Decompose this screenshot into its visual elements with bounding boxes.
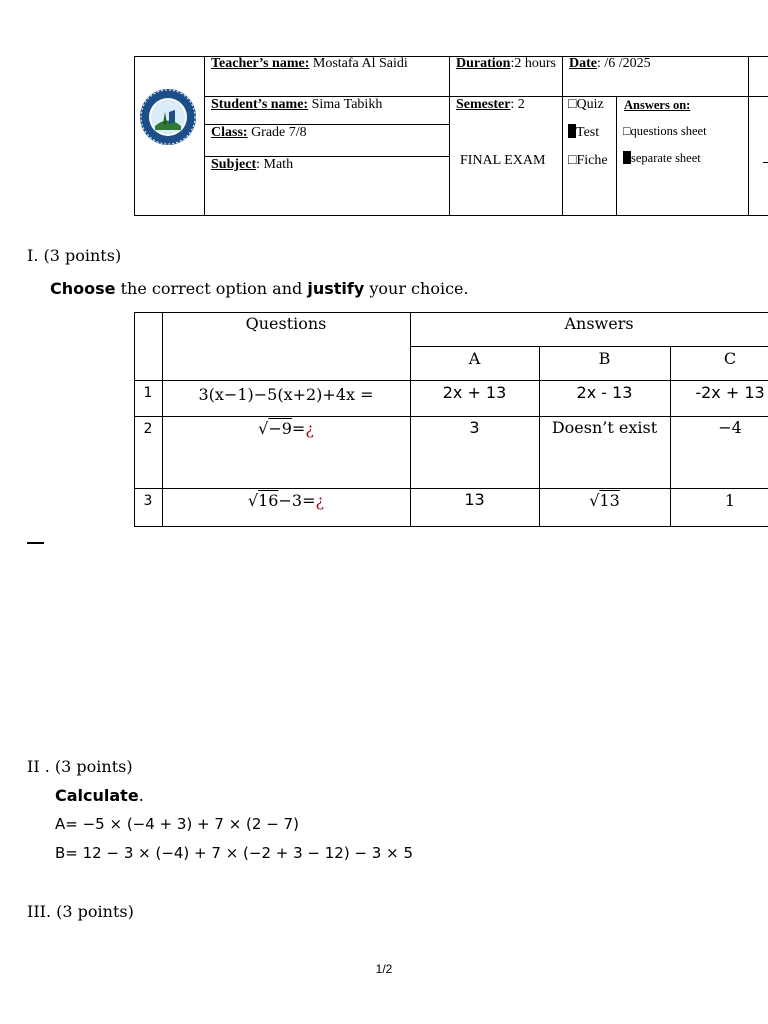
- exam-type: FINAL EXAM: [460, 153, 546, 168]
- quiz-checkbox: □Quiz: [568, 97, 604, 112]
- section-3-title: III. (3 points): [27, 902, 134, 921]
- table-border: [134, 416, 768, 417]
- class-info: [211, 125, 307, 141]
- choose-word: Choose: [50, 279, 116, 298]
- checked-box-icon: [568, 124, 576, 138]
- sqrt-icon: √: [258, 419, 269, 438]
- row-3-question: [162, 491, 410, 510]
- semester-info: [456, 97, 525, 113]
- row-3-tail: −3=: [278, 491, 316, 510]
- row-2-radicand: −9: [268, 419, 292, 438]
- row-2-answer-a: 3: [469, 418, 480, 437]
- row-2-number: 2: [143, 421, 153, 437]
- mcq-table: [134, 312, 768, 527]
- questions-header: Questions: [245, 314, 327, 333]
- student-name: [211, 97, 382, 113]
- class-label: Class:: [211, 125, 248, 140]
- answers-on-text: Answers on:: [624, 98, 691, 112]
- fiche-checkbox: □Fiche: [568, 153, 608, 168]
- row-2-mark: ¿: [305, 419, 314, 438]
- col-c-header: C: [723, 349, 737, 368]
- test-checkbox: [568, 124, 599, 141]
- row-2-answer-c: −4: [718, 418, 742, 437]
- row-3-answer-c: 1: [724, 491, 736, 510]
- subject-info: [211, 157, 293, 173]
- date-label: Date: [569, 56, 597, 71]
- row-3-answer-b: [539, 491, 670, 510]
- row-1-question: 3(x−1)−5(x+2)+4x =: [198, 385, 374, 404]
- row-3-answer-a: 13: [464, 490, 485, 509]
- duration-label: Duration: [456, 56, 511, 71]
- expression-a: A= −5 × (−4 + 3) + 7 × (2 − 7): [55, 815, 299, 833]
- row-3-radicand: 16: [258, 491, 279, 510]
- teacher-value: Mostafa Al Saidi: [309, 56, 408, 71]
- duration-info: [456, 56, 556, 72]
- answers-on-label: [624, 98, 690, 113]
- student-label: Student’s name:: [211, 97, 309, 112]
- test-label: Test: [576, 125, 600, 140]
- table-border: [134, 312, 768, 313]
- col-a-header: A: [468, 349, 481, 368]
- row-2-answer-b: Doesn’t exist: [551, 418, 658, 437]
- row-1-answer-a: 2x + 13: [442, 383, 507, 402]
- row-1-answer-b: 2x - 13: [576, 383, 633, 402]
- extra-cell-top: [748, 56, 768, 97]
- separate-sheet-label: separate sheet: [631, 151, 701, 165]
- teacher-label: Teacher’s name:: [211, 56, 310, 71]
- duration-value: :2 hours: [510, 56, 556, 71]
- row-3-number: 3: [143, 493, 153, 509]
- row-3-mark: ¿: [315, 491, 325, 510]
- student-value: Sima Tabikh: [308, 97, 383, 112]
- page-number: 1/2: [375, 962, 393, 976]
- row-3-b-radicand: 13: [599, 491, 620, 510]
- date-value: : /6 /2025: [597, 56, 651, 71]
- justify-word: justify: [307, 279, 365, 298]
- col-b-header: B: [598, 349, 611, 368]
- exam-header-table: [134, 56, 768, 216]
- teacher-name: [211, 56, 408, 72]
- questions-sheet-option: □questions sheet: [623, 124, 707, 138]
- semester-label: Semester: [456, 97, 511, 112]
- sqrt-icon: √: [589, 491, 600, 510]
- section-2-instruction: [55, 786, 144, 805]
- instruction-mid: the correct option and: [115, 279, 308, 298]
- class-value: Grade 7/8: [247, 125, 307, 140]
- table-border: [410, 346, 768, 347]
- row-1-answer-c: -2x + 13: [695, 383, 765, 402]
- calculate-period: .: [138, 786, 144, 805]
- calculate-word: Calculate: [55, 786, 139, 805]
- instruction-end: your choice.: [364, 279, 469, 298]
- extra-cell-mark: [763, 162, 768, 163]
- subject-label: Subject: [211, 157, 257, 172]
- sqrt-icon: √: [247, 491, 259, 510]
- dash-mark: [27, 542, 44, 544]
- expression-b: B= 12 − 3 × (−4) + 7 × (−2 + 3 − 12) − 3 × 5: [55, 844, 413, 862]
- extra-cell-bottom: [748, 96, 768, 216]
- table-border: [134, 526, 768, 527]
- section-1-instruction: [50, 279, 469, 298]
- table-border: [134, 380, 768, 381]
- section-1-title: I. (3 points): [27, 246, 122, 265]
- answers-header: Answers: [564, 314, 634, 333]
- date-info: [569, 56, 651, 72]
- checked-box-icon: [623, 151, 631, 164]
- semester-value: : 2: [510, 97, 525, 112]
- subject-value: : Math: [256, 157, 294, 172]
- school-logo: [139, 82, 197, 152]
- row-2-question: [162, 419, 410, 438]
- table-border: [134, 488, 768, 489]
- row-2-equals: =: [291, 419, 306, 438]
- row-1-number: 1: [143, 385, 153, 401]
- separate-sheet-option: [623, 151, 701, 166]
- section-2-title: II . (3 points): [27, 757, 133, 776]
